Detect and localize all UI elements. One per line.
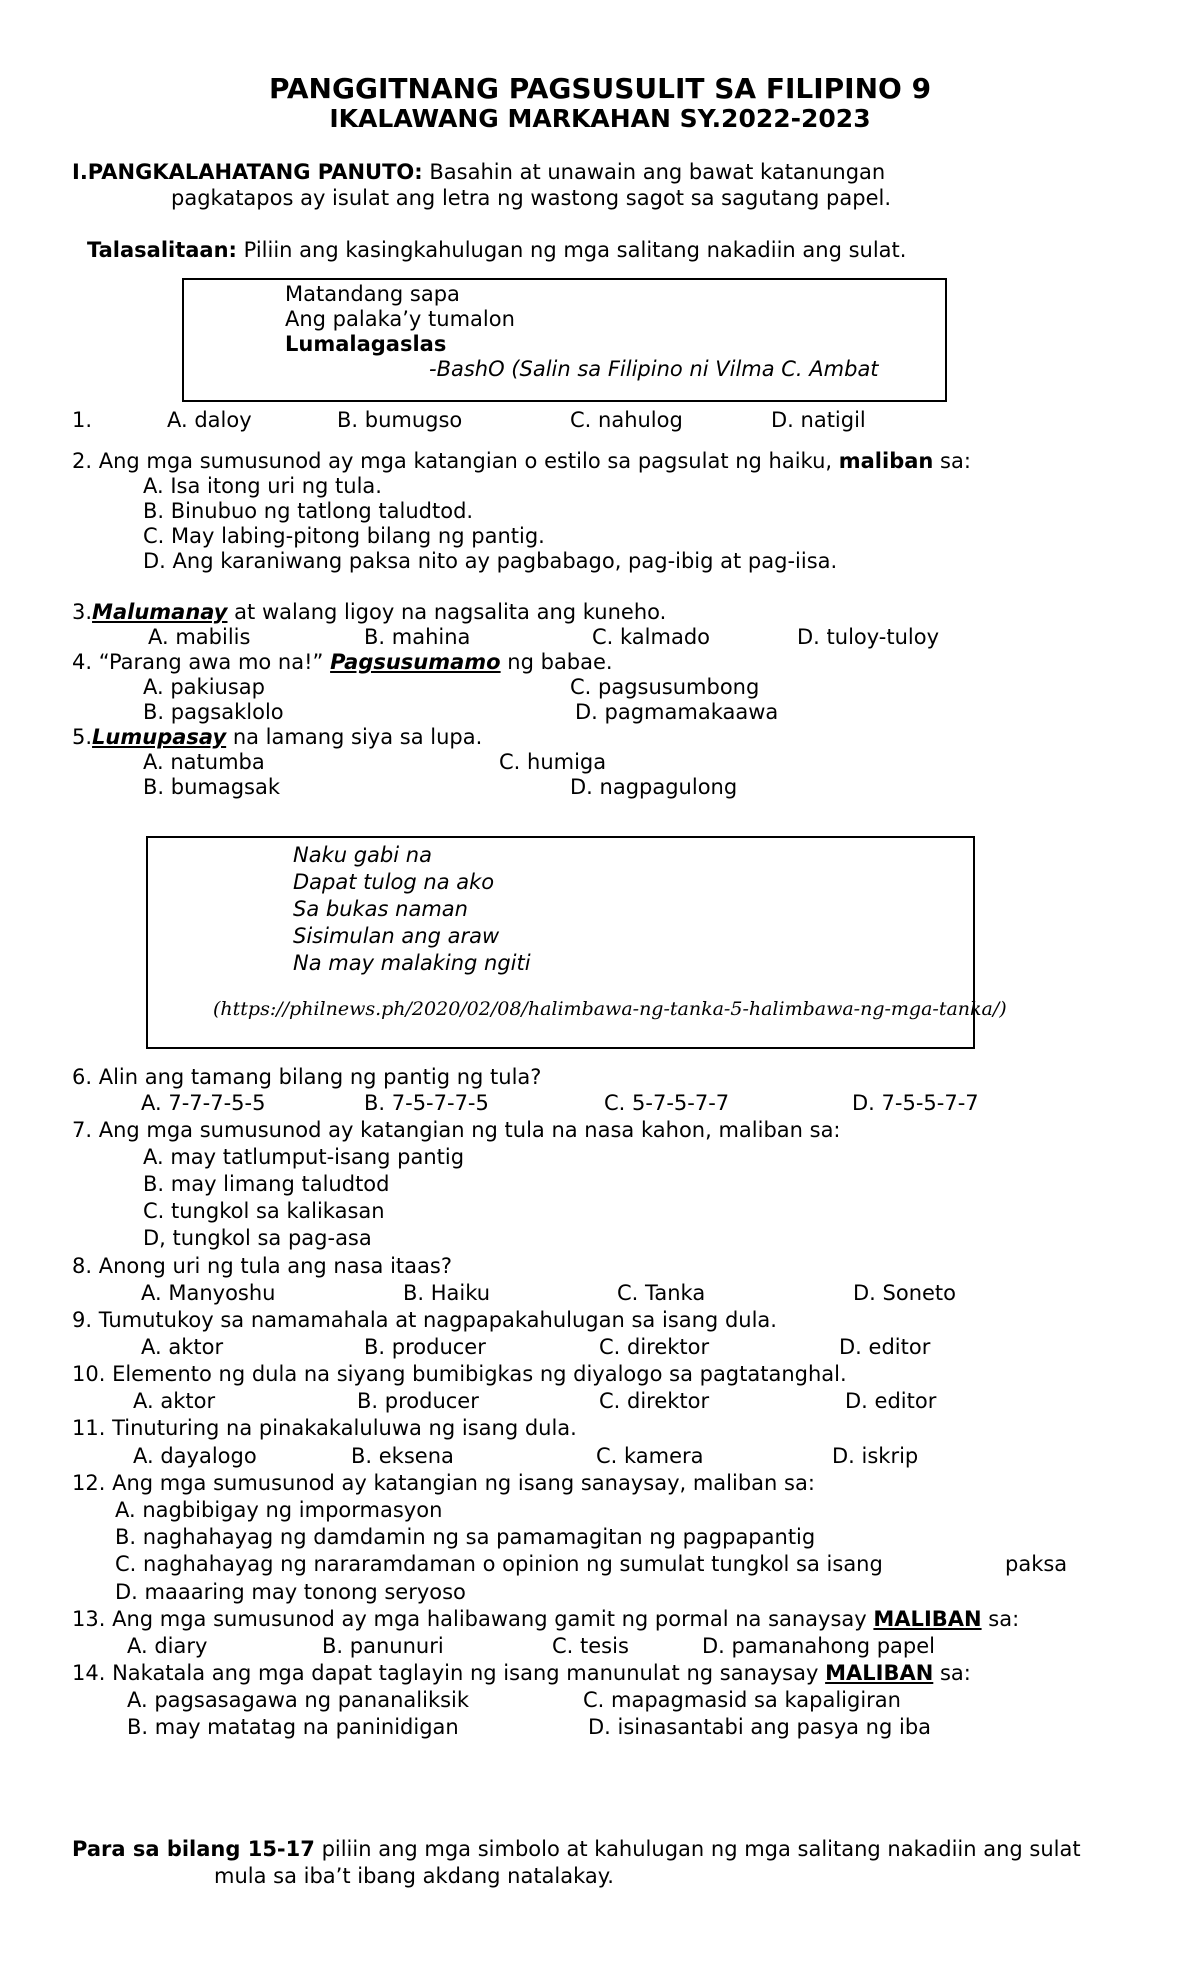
q6-choice-d: D. 7-5-5-7-7 [852, 1091, 979, 1115]
q13-choice-b: B. panunuri [322, 1634, 444, 1658]
q10-choice-b: B. producer [357, 1389, 479, 1413]
q8-choice-d: D. Soneto [853, 1281, 957, 1305]
q11-choice-d: D. iskrip [832, 1444, 919, 1468]
q5-text: na lamang siya sa lupa. [232, 725, 483, 749]
q13-choice-a: A. diary [127, 1634, 208, 1658]
q13-text: 13. Ang mga sumusunod ay mga halibawang gamit ng pormal na sanaysay [72, 1607, 867, 1631]
q3-choice-c: C. kalmado [592, 625, 711, 649]
q2-choice-b: B. Binubuo ng tatlong taludtod. [143, 499, 474, 523]
q1-choice-b: B. bumugso [337, 408, 463, 432]
q8-choice-c: C. Tanka [617, 1281, 706, 1305]
section-15-17-text: piliin ang mga simbolo at kahulugan ng mga salitang nakadiin ang sulat [321, 1837, 1081, 1861]
q1-number: 1. [72, 408, 93, 432]
q3-choice-d: D. tuloy-tuloy [797, 625, 940, 649]
section-15-17-line2: mula sa iba’t ibang akdang natalakay. [214, 1864, 614, 1888]
q7-choice-a: A. may tatlumput-isang pantig [143, 1145, 465, 1169]
instructions-label: I.PANGKALAHATANG PANUTO: [72, 160, 423, 184]
general-instructions [72, 160, 885, 185]
q13-emphasis: MALIBAN [873, 1607, 982, 1631]
q12-choice-b: B. naghahayag ng damdamin ng sa pamamagitan ng pagpapantig [115, 1525, 816, 1549]
q11-choice-a: A. dayalogo [133, 1444, 257, 1468]
q7-choice-b: B. may limang taludtod [143, 1172, 390, 1196]
q12-choice-c-tail: paksa [1005, 1552, 1068, 1576]
haiku-credit: -BashO (Salin sa Filipino ni Vilma C. Ambat [429, 357, 879, 381]
instructions-line2: pagkatapos ay isulat ang letra ng wastong sagot sa sagutang papel. [171, 186, 892, 210]
q6-choice-b: B. 7-5-7-7-5 [364, 1091, 489, 1115]
q5-number: 5. [72, 725, 93, 749]
q4-question [72, 650, 613, 675]
q12-choice-a: A. nagbibigay ng impormasyon [115, 1498, 443, 1522]
q5-choice-a: A. natumba [143, 750, 265, 774]
q11-choice-c: C. kamera [596, 1444, 704, 1468]
tanka-line-3: Sa bukas naman [293, 897, 468, 921]
q10-question: 10. Elemento ng dula na siyang bumibigkas ng diyalogo sa pagtatanghal. [72, 1362, 847, 1386]
q1-choice-d: D. natigil [771, 408, 866, 432]
q13-choice-d: D. pamanahong papel [702, 1634, 935, 1658]
q4-choice-d: D. pagmamakaawa [575, 700, 779, 724]
tanka-source: (https://philnews.ph/2020/02/08/halimbawa-ng-tanka-5-halimbawa-ng-mga-tanka/) [213, 998, 1007, 1020]
q12-choice-d: D. maaaring may tonong seryoso [115, 1580, 466, 1604]
q10-choice-c: C. direktor [599, 1389, 710, 1413]
q3-emphasis: Malumanay [92, 600, 228, 624]
q9-choice-c: C. direktor [599, 1335, 710, 1359]
q1-choice-a: A. daloy [167, 408, 252, 432]
q2-text: 2. Ang mga sumusunod ay mga katangian o estilo sa pagsulat ng haiku, [72, 449, 833, 473]
q1-choice-c: C. nahulog [570, 408, 683, 432]
q3-text: at walang ligoy na nagsalita ang kuneho. [234, 600, 667, 624]
q14-choice-d: D. isinasantabi ang pasya ng iba [588, 1715, 932, 1739]
q11-choice-b: B. eksena [351, 1444, 454, 1468]
q4-emphasis: Pagsusumamo [330, 650, 501, 674]
q4-text: 4. “Parang awa mo na!” [72, 650, 324, 674]
q11-question: 11. Tinuturing na pinakakaluluwa ng isang dula. [72, 1416, 577, 1440]
tanka-line-1: Naku gabi na [293, 843, 432, 867]
q8-choice-b: B. Haiku [403, 1281, 491, 1305]
q10-choice-a: A. aktor [133, 1389, 216, 1413]
q12-choice-c: C. naghahayag ng nararamdaman o opinion ng sumulat tungkol sa isang [115, 1552, 883, 1576]
q5-emphasis: Lumupasay [92, 725, 227, 749]
q14-text-end: sa: [939, 1661, 971, 1685]
q5-question [72, 725, 482, 750]
q14-question [72, 1661, 971, 1686]
q3-choice-b: B. mahina [364, 625, 471, 649]
q3-choice-a: A. mabilis [148, 625, 251, 649]
q7-choice-d: D, tungkol sa pag-asa [143, 1226, 372, 1250]
q9-choice-b: B. producer [364, 1335, 486, 1359]
q14-emphasis: MALIBAN [825, 1661, 934, 1685]
q4-choice-c: C. pagsusumbong [570, 675, 760, 699]
exam-title: PANGGITNANG PAGSUSULIT SA FILIPINO 9 [268, 72, 932, 105]
q2-choice-a: A. Isa itong uri ng tula. [143, 474, 382, 498]
q13-question [72, 1607, 1019, 1632]
q4-text-end: ng babae. [507, 650, 613, 674]
q7-question: 7. Ang mga sumusunod ay katangian ng tula na nasa kahon, maliban sa: [72, 1118, 841, 1142]
q6-choice-a: A. 7-7-7-5-5 [141, 1091, 266, 1115]
q8-question: 8. Anong uri ng tula ang nasa itaas? [72, 1254, 452, 1278]
q5-choice-d: D. nagpagulong [570, 775, 738, 799]
q9-choice-d: D. editor [839, 1335, 931, 1359]
q4-choice-b: B. pagsaklolo [143, 700, 284, 724]
haiku-line-3: Lumalagaslas [285, 332, 447, 356]
tanka-line-2: Dapat tulog na ako [293, 870, 495, 894]
q2-emphasis: maliban [838, 449, 934, 473]
q2-question [72, 449, 971, 474]
q5-choice-b: B. bumagsak [143, 775, 281, 799]
haiku-line-1: Matandang sapa [285, 282, 460, 306]
tanka-line-4: Sisimulan ang araw [293, 924, 500, 948]
q12-question: 12. Ang mga sumusunod ay katangian ng isang sanaysay, maliban sa: [72, 1471, 815, 1495]
q9-choice-a: A. aktor [141, 1335, 224, 1359]
haiku-line-2: Ang palaka’y tumalon [285, 307, 515, 331]
q14-choice-c: C. mapagmasid sa kapaligiran [583, 1688, 901, 1712]
q4-choice-a: A. pakiusap [143, 675, 265, 699]
q2-choice-c: C. May labing-pitong bilang ng pantig. [143, 524, 545, 548]
q3-number: 3. [72, 600, 93, 624]
q6-choice-c: C. 5-7-5-7-7 [604, 1091, 730, 1115]
vocab-text: Piliin ang kasingkahulugan ng mga salitang nakadiin ang sulat. [243, 238, 907, 262]
q9-question: 9. Tumutukoy sa namamahala at nagpapakahulugan sa isang dula. [72, 1308, 777, 1332]
q6-question: 6. Alin ang tamang bilang ng pantig ng tula? [72, 1065, 542, 1089]
section-15-17-label: Para sa bilang 15-17 [72, 1837, 315, 1861]
q14-choice-b: B. may matatag na paninidigan [127, 1715, 459, 1739]
tanka-line-5: Na may malaking ngiti [293, 951, 531, 975]
q5-choice-c: C. humiga [499, 750, 607, 774]
q10-choice-d: D. editor [845, 1389, 937, 1413]
q14-text: 14. Nakatala ang mga dapat taglayin ng isang manunulat ng sanaysay [72, 1661, 819, 1685]
q8-choice-a: A. Manyoshu [141, 1281, 276, 1305]
vocab-label: Talasalitaan: [87, 238, 237, 262]
q2-choice-d: D. Ang karaniwang paksa nito ay pagbabago, pag-ibig at pag-iisa. [143, 549, 838, 573]
q3-question [72, 600, 666, 625]
instructions-line1: Basahin at unawain ang bawat katanungan [429, 160, 886, 184]
q13-choice-c: C. tesis [552, 1634, 629, 1658]
q13-text-end: sa: [988, 1607, 1020, 1631]
vocabulary-instructions [87, 238, 906, 263]
q2-text-end: sa: [940, 449, 971, 473]
section-15-17-instructions [72, 1837, 1081, 1862]
exam-subtitle: IKALAWANG MARKAHAN SY.2022-2023 [329, 104, 871, 133]
q7-choice-c: C. tungkol sa kalikasan [143, 1199, 385, 1223]
q14-choice-a: A. pagsasagawa ng pananaliksik [127, 1688, 470, 1712]
